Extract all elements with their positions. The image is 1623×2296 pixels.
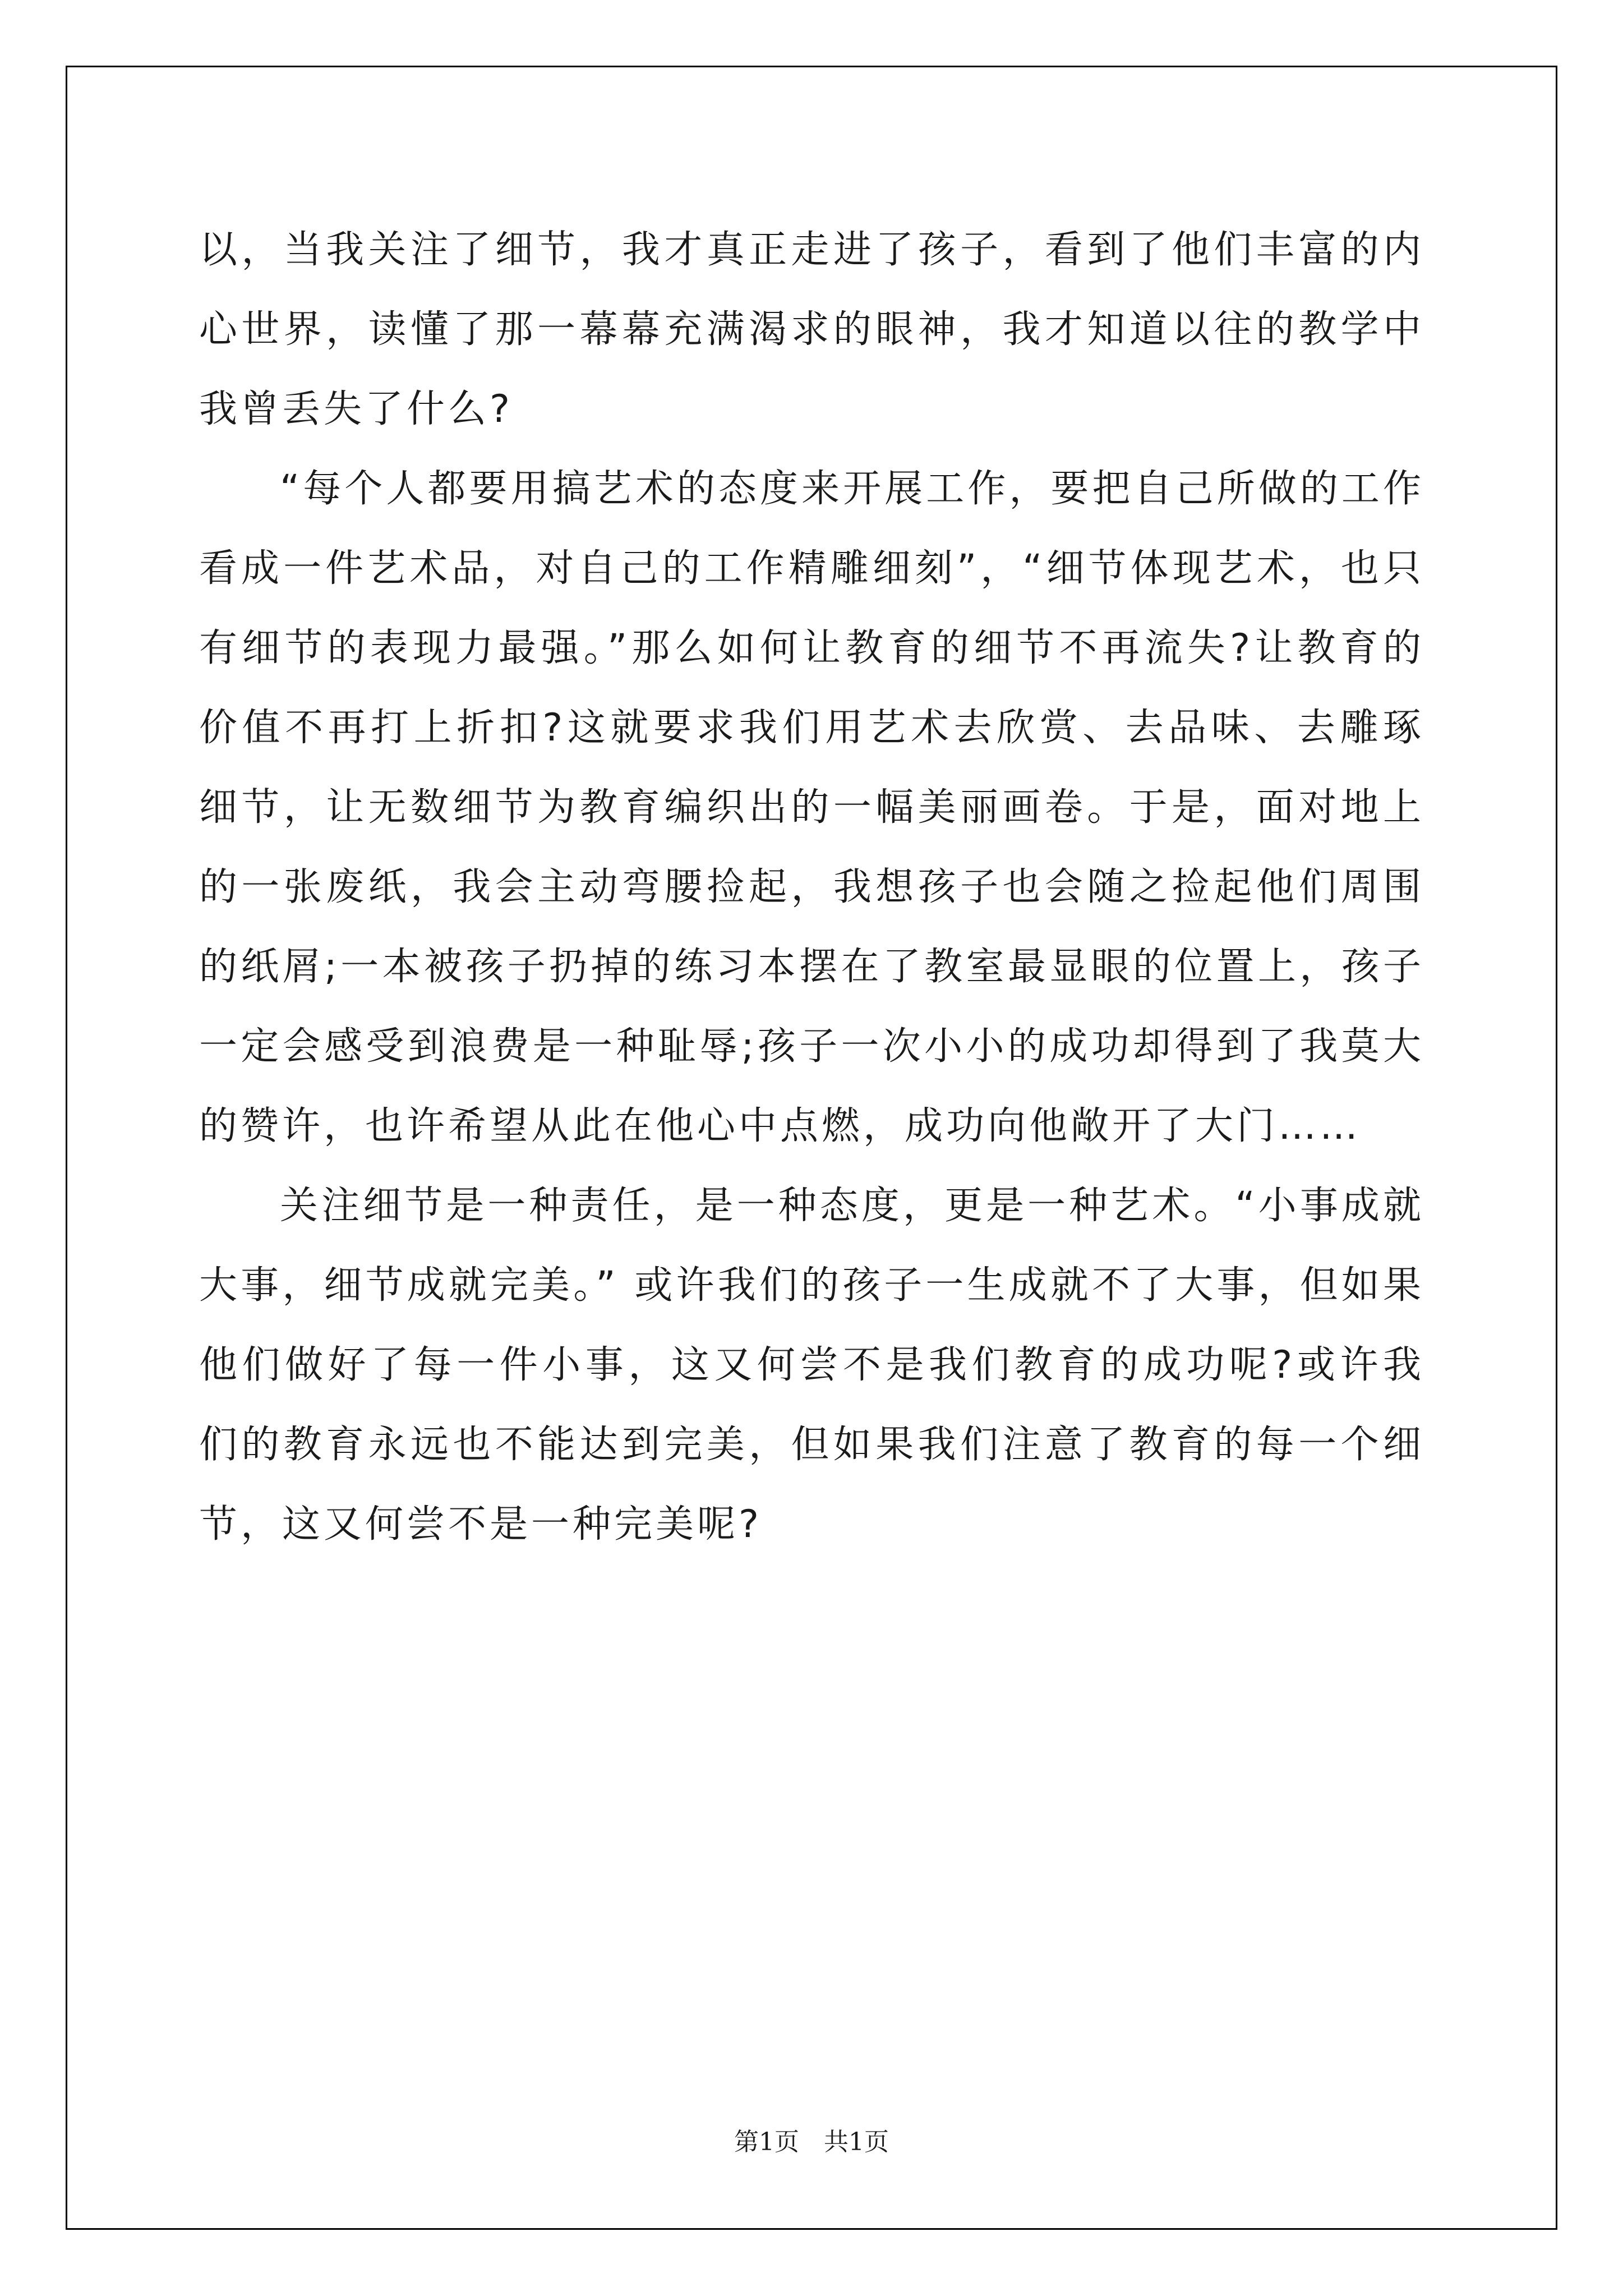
paragraph: “每个人都要用搞艺术的态度来开展工作，要把自己所做的工作看成一件艺术品，对自己的工作精雕细刻”，“细节体现艺术，也只有细节的表现力最强。”那么如何让教育的细节不再流失?让教育的价值不再打上折扣?这就要求我们用艺术去欣赏、去品味、去雕琢细节，让无数细节为教育编织出的一幅美丽画卷。于是，面对地上的一张废纸，我会主动弯腰捡起，我想孩子也会随之捡起他们周围的纸屑;一本被孩子扔掉的练习本摆在了教室最显眼的位置上，孩子一定会感受到浪费是一种耻辱;孩子一次小小的成功却得到了我莫大的赞许，也许希望从此在他心中点燃，成功向他敞开了大门…… <box>199 467 1425 1148</box>
document-body <box>199 210 1424 1565</box>
paragraph: 关注细节是一种责任，是一种态度，更是一种艺术。“小事成就大事，细节成就完美。” 或许我们的孩子一生成就不了大事，但如果他们做好了每一件小事，这又何尝不是我们教育的成功呢?或许我们的教育永远也不能达到完美，但如果我们注意了教育的每一个细节，这又何尝不是一种完美呢? <box>199 1184 1424 1547</box>
page-footer: 第1页 共1页 <box>734 2128 889 2156</box>
paragraph: 以，当我关注了细节，我才真正走进了孩子，看到了他们丰富的内心世界，读懂了那一幕幕充满渴求的眼神，我才知道以往的教学中我曾丢失了什么? <box>199 228 1424 431</box>
